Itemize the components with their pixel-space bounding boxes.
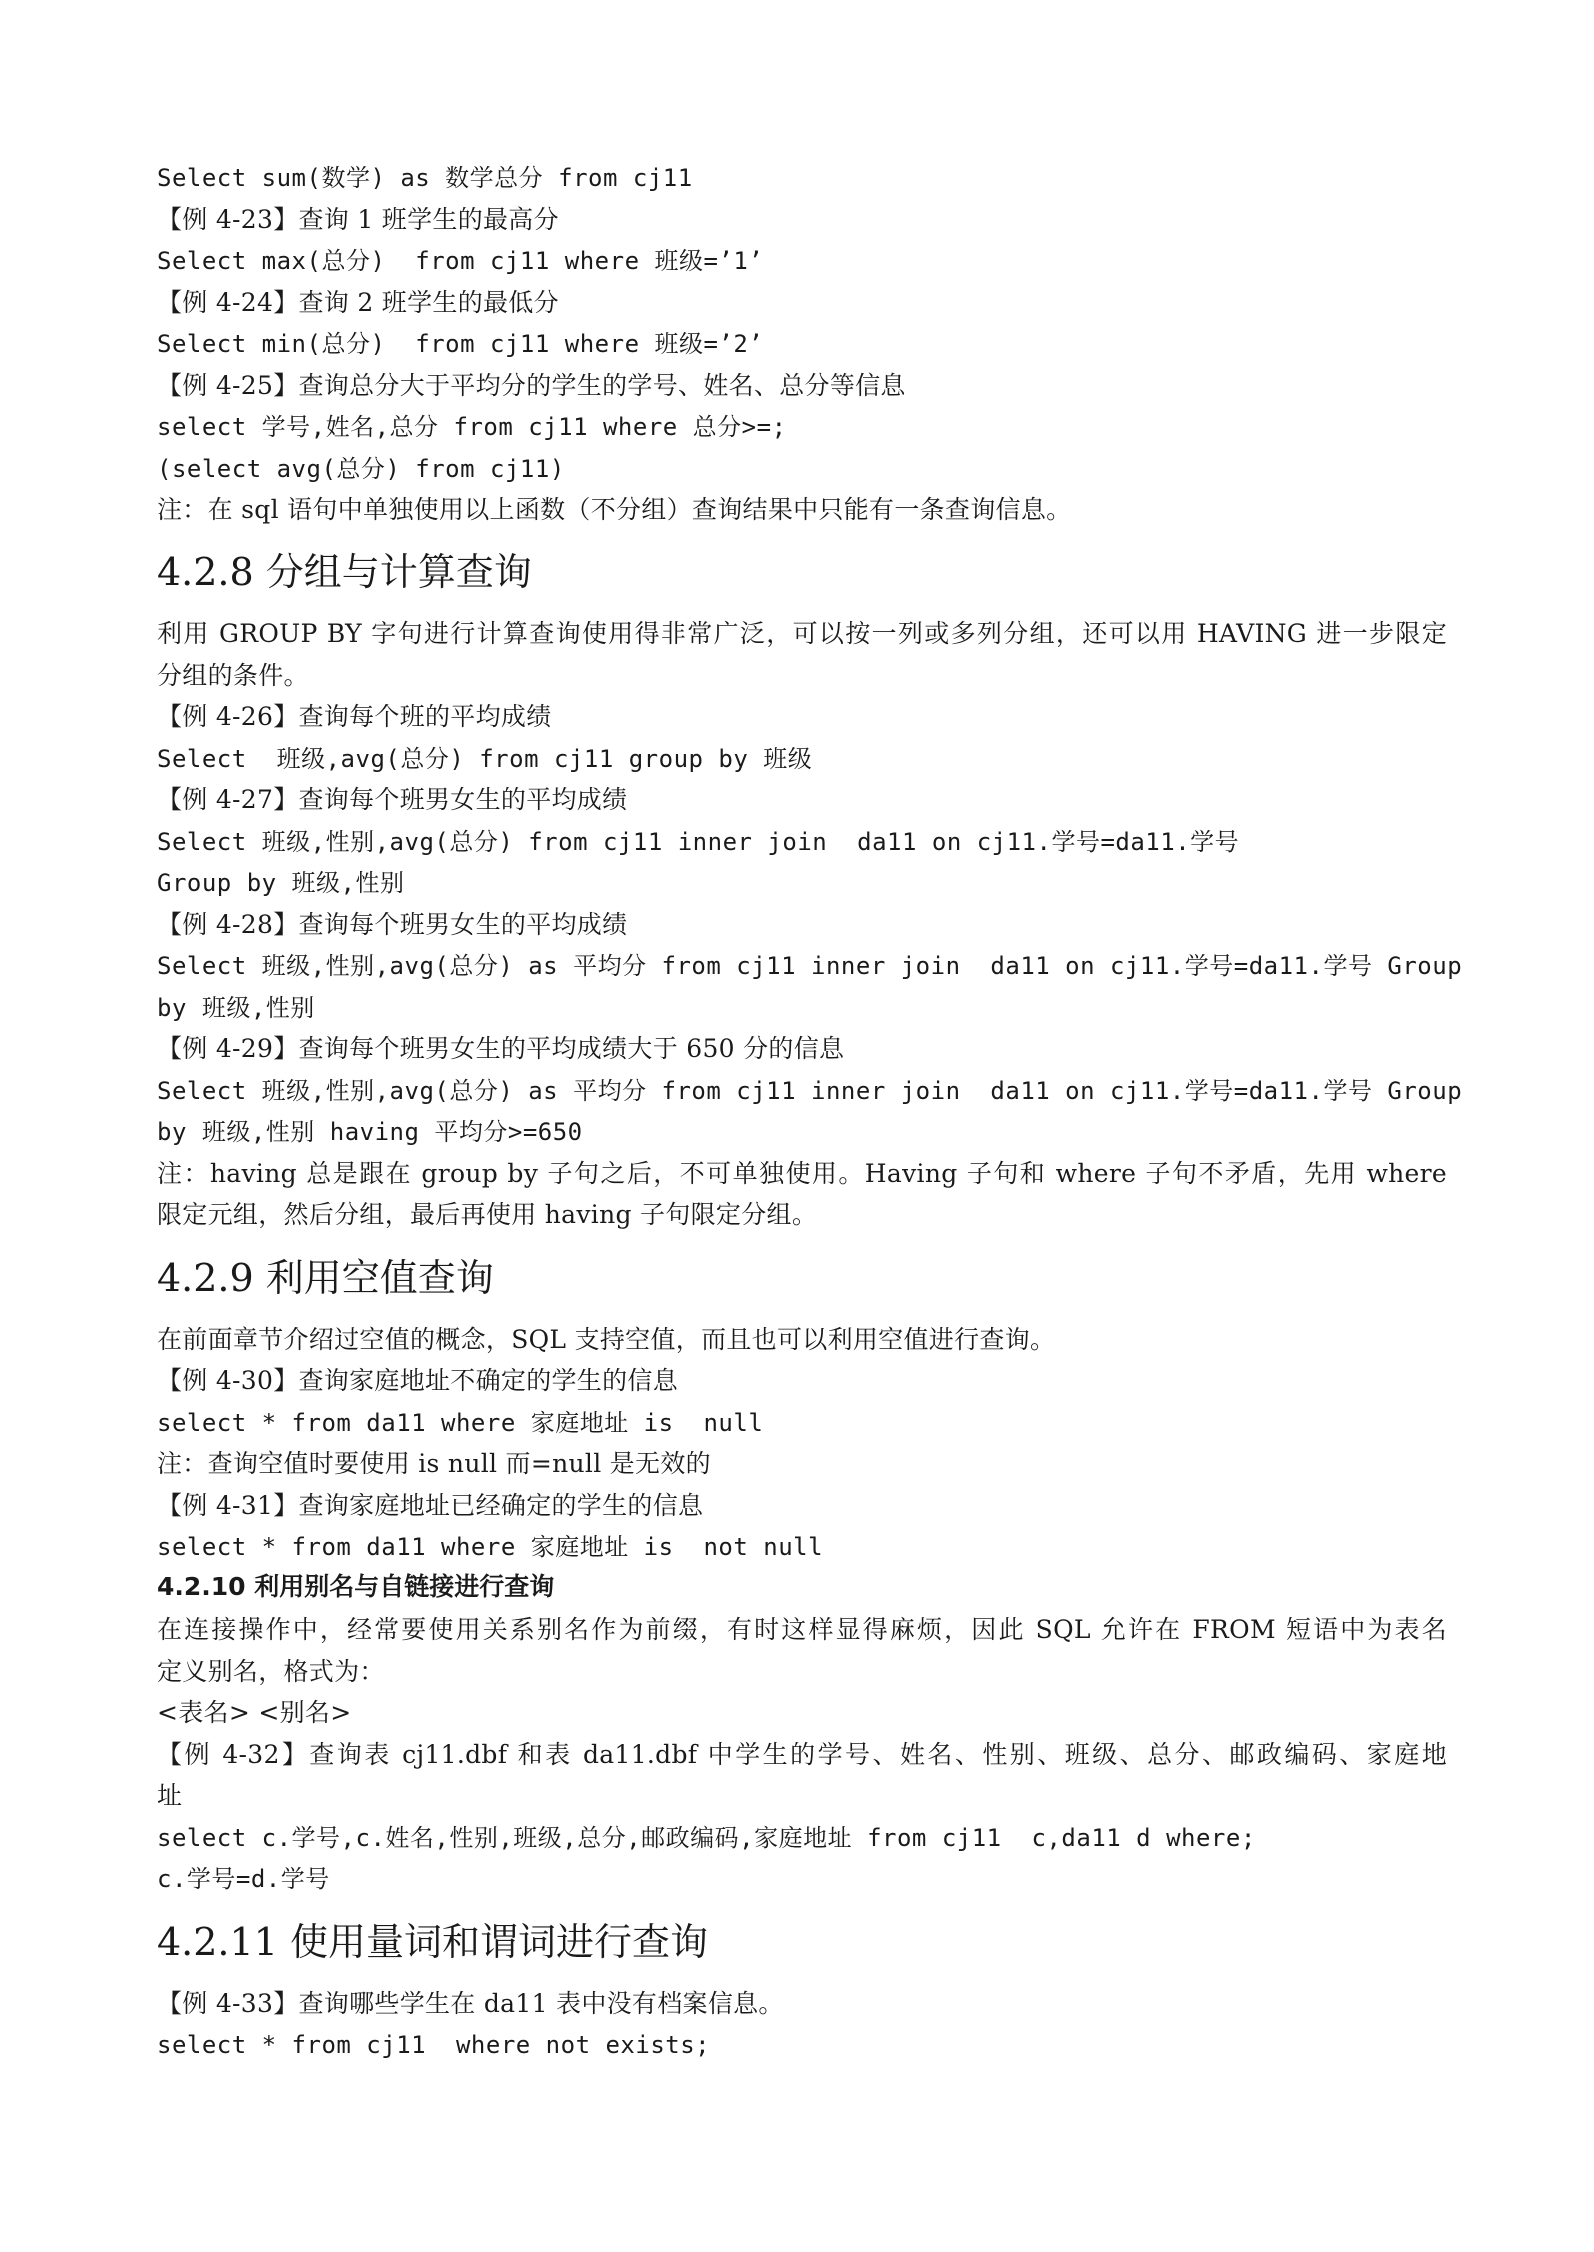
code-line: Select max(总分) from cj11 where 班级=’1’ bbox=[157, 247, 764, 275]
paragraph-line: 利用 GROUP BY 字句进行计算查询使用得非常广泛，可以按一列或多列分组，还可以用 HAVING 进一步限定 bbox=[157, 619, 1447, 648]
example-heading: 【例 4-30】查询家庭地址不确定的学生的信息 bbox=[157, 1366, 679, 1395]
example-heading: 【例 4-33】查询哪些学生在 da11 表中没有档案信息。 bbox=[157, 1989, 784, 2018]
code-line: c.学号=d.学号 bbox=[157, 1865, 330, 1893]
code-line: select 学号,姓名,总分 from cj11 where 总分>=; bbox=[157, 413, 787, 441]
paragraph-line: 分组的条件。 bbox=[157, 661, 309, 690]
section-heading-4-2-9: 4.2.9 利用空值查询 bbox=[157, 1256, 494, 1300]
example-heading: 【例 4-29】查询每个班男女生的平均成绩大于 650 分的信息 bbox=[157, 1034, 845, 1063]
example-heading: 【例 4-31】查询家庭地址已经确定的学生的信息 bbox=[157, 1491, 704, 1520]
format-line: <表名> <别名> bbox=[157, 1698, 352, 1727]
code-line: select * from da11 where 家庭地址 is null bbox=[157, 1409, 764, 1437]
code-line: Select 班级,性别,avg(总分) as 平均分 from cj11 inner join da11 on cj11.学号=da11.学号 Group bbox=[157, 1077, 1463, 1105]
example-heading: 【例 4-26】查询每个班的平均成绩 bbox=[157, 702, 552, 731]
code-line: Select sum(数学) as 数学总分 from cj11 bbox=[157, 164, 693, 192]
note-text: 注：查询空值时要使用 is null 而=null 是无效的 bbox=[157, 1449, 711, 1478]
note-text: 注：在 sql 语句中单独使用以上函数（不分组）查询结果中只能有一条查询信息。 bbox=[157, 495, 1072, 524]
example-heading: 【例 4-32】查询表 cj11.dbf 和表 da11.dbf 中学生的学号、姓名、性别、班级、总分、邮政编码、家庭地 bbox=[157, 1740, 1447, 1769]
paragraph-line: 在连接操作中，经常要使用关系别名作为前缀，有时这样显得麻烦，因此 SQL 允许在 FROM 短语中为表名 bbox=[157, 1615, 1447, 1644]
code-line: by 班级,性别 bbox=[157, 994, 315, 1022]
code-line: select * from da11 where 家庭地址 is not null bbox=[157, 1533, 824, 1561]
section-heading-4-2-11: 4.2.11 使用量词和谓词进行查询 bbox=[157, 1920, 708, 1964]
example-heading: 址 bbox=[157, 1781, 183, 1810]
code-line: select c.学号,c.姓名,性别,班级,总分,邮政编码,家庭地址 from cj11 c,da11 d where; bbox=[157, 1824, 1256, 1852]
example-heading: 【例 4-24】查询 2 班学生的最低分 bbox=[157, 288, 559, 317]
code-line: select * from cj11 where not exists; bbox=[157, 2031, 711, 2059]
example-heading: 【例 4-25】查询总分大于平均分的学生的学号、姓名、总分等信息 bbox=[157, 371, 906, 400]
note-text: 限定元组，然后分组，最后再使用 having 子句限定分组。 bbox=[157, 1200, 818, 1229]
code-line: Select min(总分) from cj11 where 班级=’2’ bbox=[157, 330, 764, 358]
code-line: Select 班级,avg(总分) from cj11 group by 班级 bbox=[157, 745, 813, 773]
note-text: 注：having 总是跟在 group by 子句之后，不可单独使用。Having 子句和 where 子句不矛盾，先用 where bbox=[157, 1159, 1447, 1188]
code-line: Group by 班级,性别 bbox=[157, 869, 405, 897]
code-line: by 班级,性别 having 平均分>=650 bbox=[157, 1118, 583, 1146]
code-line: Select 班级,性别,avg(总分) as 平均分 from cj11 inner join da11 on cj11.学号=da11.学号 Group bbox=[157, 952, 1463, 980]
code-line: (select avg(总分) from cj11) bbox=[157, 455, 565, 483]
paragraph-line: 定义别名，格式为： bbox=[157, 1657, 385, 1686]
code-line: Select 班级,性别,avg(总分) from cj11 inner join da11 on cj11.学号=da11.学号 bbox=[157, 828, 1240, 856]
example-heading: 【例 4-27】查询每个班男女生的平均成绩 bbox=[157, 785, 628, 814]
example-heading: 【例 4-23】查询 1 班学生的最高分 bbox=[157, 205, 559, 234]
section-heading-4-2-8: 4.2.8 分组与计算查询 bbox=[157, 550, 532, 594]
section-heading-4-2-10: 4.2.10 利用别名与自链接进行查询 bbox=[157, 1572, 555, 1601]
paragraph-line: 在前面章节介绍过空值的概念，SQL 支持空值，而且也可以利用空值进行查询。 bbox=[157, 1325, 1056, 1354]
example-heading: 【例 4-28】查询每个班男女生的平均成绩 bbox=[157, 910, 628, 939]
